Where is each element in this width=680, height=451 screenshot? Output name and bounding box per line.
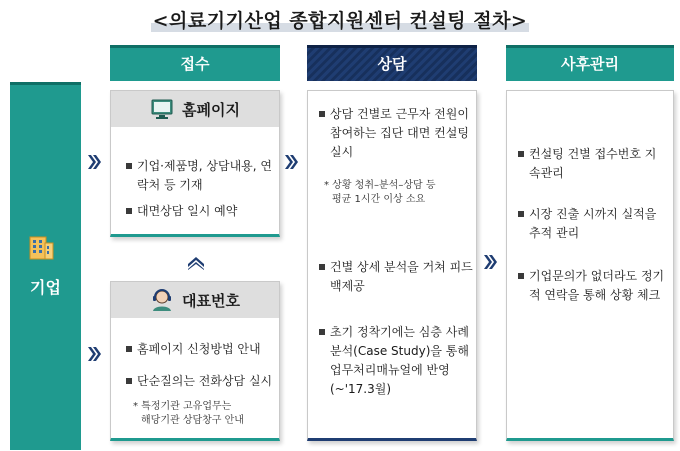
list-item: 컨설팅 건별 접수번호 지속관리 (517, 145, 667, 183)
phone-note: * 특정기관 고유업무는 해당기관 상담창구 안내 (133, 401, 244, 426)
phone-box (110, 281, 280, 441)
corp-panel (10, 82, 81, 450)
chevron-right-icon (87, 153, 101, 171)
header-reception: 접수 (110, 45, 280, 81)
diagram-title: <의료기기산업 종합지원센터 컨설팅 절차> (152, 10, 528, 32)
corp-label: 기업 (30, 278, 61, 297)
list-item: 초기 정착기에는 심층 사례분석(Case Study)을 통해 업무처리매뉴얼에 반영(~'17.3월) (318, 323, 473, 399)
call-agent-icon (150, 288, 174, 312)
header-consult: 상담 (307, 45, 477, 81)
phone-title: 대표번호 (182, 291, 240, 310)
building-icon (27, 232, 55, 260)
followup-box (506, 90, 674, 441)
consult-note: * 상황 청취–분석–상담 등 평균 1시간 이상 소요 (324, 180, 436, 205)
chevron-right-icon (87, 345, 101, 363)
header-followup: 사후관리 (506, 45, 674, 81)
list-item: 홈페이지 신청방법 안내 (125, 340, 275, 359)
homepage-title: 홈페이지 (182, 100, 240, 119)
phone-subhead (111, 282, 279, 318)
chevron-up-icon (187, 256, 205, 270)
chevron-right-icon (284, 153, 298, 171)
computer-monitor-icon (150, 97, 174, 121)
list-item: 기업·제품명, 상담내용, 연락처 등 기재 (125, 157, 273, 195)
list-item: 건별 상세 분석을 거쳐 피드백제공 (318, 258, 473, 296)
consult-box (307, 90, 477, 441)
list-item: 대면상담 일시 예약 (125, 202, 273, 221)
list-item: 기업문의가 없더라도 정기적 연락을 통해 상황 체크 (517, 267, 667, 305)
list-item: 시장 진출 시까지 실적을 추적 관리 (517, 205, 667, 243)
homepage-subhead (111, 91, 279, 127)
chevron-right-icon (483, 253, 497, 271)
list-item: 상담 건별로 근무자 전원이 참여하는 집단 대면 컨설팅 실시 (318, 105, 473, 162)
homepage-box (110, 90, 280, 237)
list-item: 단순질의는 전화상담 실시 (125, 372, 275, 391)
